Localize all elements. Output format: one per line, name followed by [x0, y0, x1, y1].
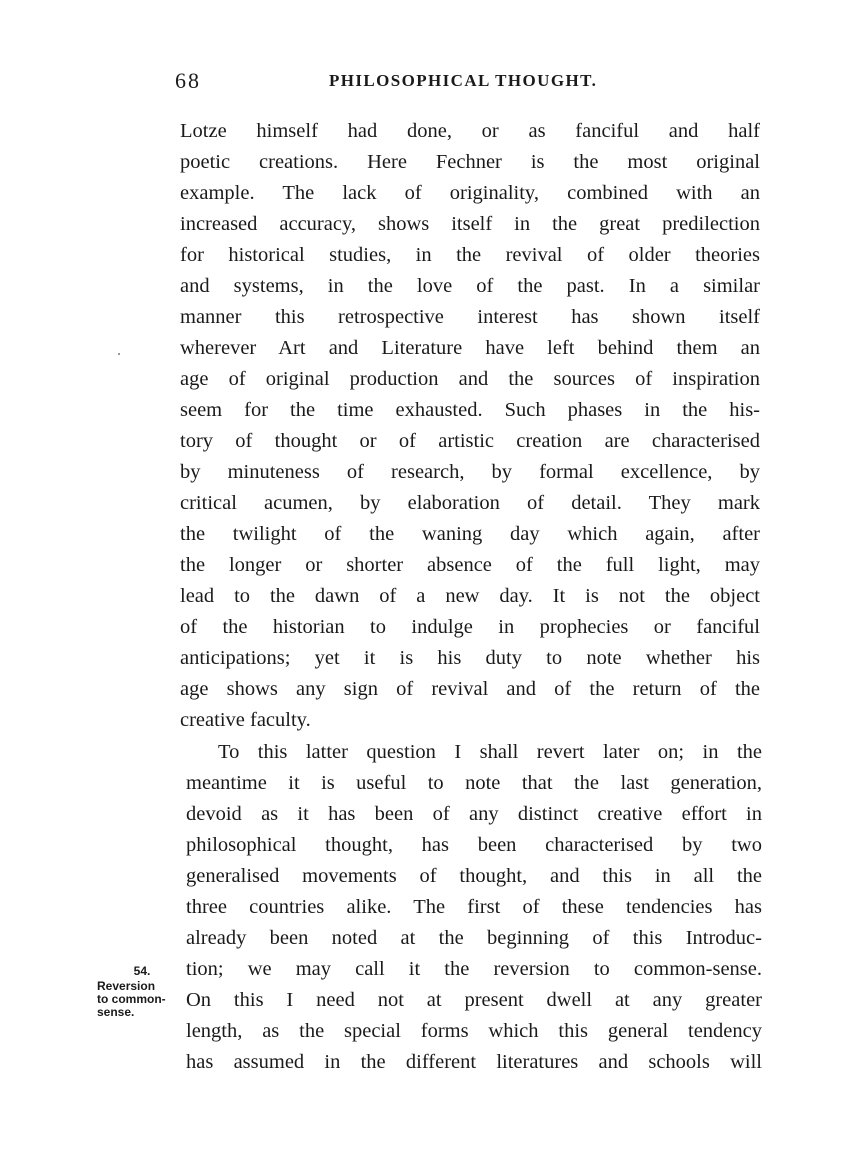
text-line: three countries alike. The first of these tendencies has: [186, 896, 762, 918]
text-line: lead to the dawn of a new day. It is not the object: [180, 585, 760, 607]
margin-note: [93, 965, 183, 1019]
running-head: [175, 68, 765, 98]
text-line: poetic creations. Here Fechner is the most original: [180, 151, 760, 173]
text-line: manner this retrospective interest has shown itself: [180, 306, 760, 328]
text-line: age of original production and the sources of inspiration: [180, 368, 760, 390]
text-line: devoid as it has been of any distinct creative effort in: [186, 803, 762, 825]
text-line: increased accuracy, shows itself in the great predilection: [180, 213, 760, 235]
text-line: critical acumen, by elaboration of detail. They mark: [180, 492, 760, 514]
text-line: seem for the time exhausted. Such phases in the his-: [180, 399, 760, 421]
text-line: philosophical thought, has been characterised by two: [186, 834, 762, 856]
paragraph-1: [180, 116, 760, 736]
text-line: by minuteness of research, by formal excellence, by: [180, 461, 760, 483]
text-line: To this latter question I shall revert later on; in the: [218, 741, 762, 763]
text-line: tory of thought or of artistic creation are characterised: [180, 430, 760, 452]
margin-note-line: sense.: [97, 1005, 135, 1019]
text-line: wherever Art and Literature have left behind them an: [180, 337, 760, 359]
text-line: the longer or shorter absence of the full light, may: [180, 554, 760, 576]
text-line: anticipations; yet it is his duty to note whether his: [180, 647, 760, 669]
text-line: On this I need not at present dwell at any greater: [186, 989, 762, 1011]
page-number: 68: [175, 68, 201, 93]
paragraph-2: [186, 737, 762, 1078]
print-speck: [118, 353, 120, 355]
text-line: has assumed in the different literatures and schools will: [186, 1051, 762, 1073]
margin-note-line: to common-: [97, 992, 166, 1006]
text-line: meantime it is useful to note that the last generation,: [186, 772, 762, 794]
text-line: the twilight of the waning day which again, after: [180, 523, 760, 545]
margin-note-line: Reversion: [97, 979, 156, 993]
text-line: already been noted at the beginning of this Introduc-: [186, 927, 762, 949]
running-title: PHILOSOPHICAL THOUGHT.: [329, 71, 598, 90]
text-line: example. The lack of originality, combined with an: [180, 182, 760, 204]
text-line: length, as the special forms which this general tendency: [186, 1020, 762, 1042]
text-line: and systems, in the love of the past. In a similar: [180, 275, 760, 297]
margin-note-number: 54.: [133, 964, 151, 978]
text-line: for historical studies, in the revival of older theories: [180, 244, 760, 266]
text-line: age shows any sign of revival and of the return of the: [180, 678, 760, 700]
text-line: Lotze himself had done, or as fanciful and half: [180, 120, 760, 142]
text-line: generalised movements of thought, and this in all the: [186, 865, 762, 887]
text-line: of the historian to indulge in prophecies or fanciful: [180, 616, 760, 638]
text-line: creative faculty.: [180, 709, 311, 731]
text-line: tion; we may call it the reversion to common-sense.: [186, 958, 762, 980]
